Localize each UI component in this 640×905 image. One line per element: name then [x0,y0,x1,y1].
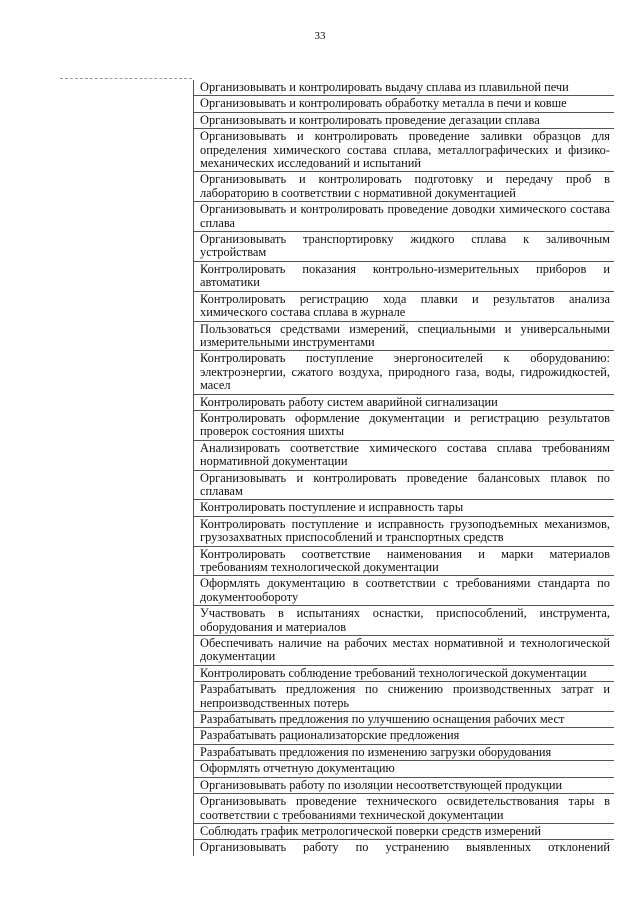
left-column-edge [60,78,192,79]
labor-actions-table [193,80,614,856]
table-row: Контролировать показания контрольно-измерительных приборов и автоматики [194,262,614,292]
table-row: Оформлять документацию в соответствии с требованиями стандарта по документообороту [194,576,614,606]
table-row: Контролировать соблюдение требований технологической документации [194,666,614,682]
table-row: Организовывать транспортировку жидкого сплава к заливочным устройствам [194,232,614,262]
table-row: Организовывать работу по изоляции несоответствующей продукции [194,778,614,794]
table-row: Контролировать работу систем аварийной сигнализации [194,395,614,411]
table-row: Организовывать и контролировать проведение заливки образцов для определения химического состава сплава, металлографических и физико-механических исследований и испытаний [194,129,614,172]
table-row: Организовывать проведение технического освидетельствования тары в соответствии с требованиями технической документации [194,794,614,824]
table-row: Пользоваться средствами измерений, специальными и универсальными измерительными инструментами [194,322,614,352]
table-row: Организовывать работу по устранению выявленных отклонений [200,840,610,855]
page-number: 33 [314,30,326,42]
table-row: Контролировать поступление и исправность грузоподъемных механизмов, грузозахватных приспособлений и транспортных средств [194,517,614,547]
table-row: Контролировать поступление и исправность тары [194,500,614,516]
table-row: Контролировать регистрацию хода плавки и результатов анализа химического состава сплава в журнале [194,292,614,322]
table-row: Разрабатывать предложения по изменению загрузки оборудования [194,745,614,761]
table-row: Организовывать и контролировать выдачу сплава из плавильной печи [194,80,614,96]
table-row: Контролировать поступление энергоносителей к оборудованию: электроэнергии, сжатого воздуха, природного газа, воды, гидрожидкостей, масел [194,351,614,394]
table-row: Организовывать и контролировать проведение доводки химического состава сплава [194,202,614,232]
table-row: Организовывать и контролировать обработку металла в печи и ковше [194,96,614,112]
table-row: Разрабатывать рационализаторские предложения [194,728,614,744]
table-row: Контролировать оформление документации и регистрацию результатов проверок состояния шихты [194,411,614,441]
table-row: Контролировать соответствие наименования и марки материалов требованиям технологической документации [194,547,614,577]
table-row: Обеспечивать наличие на рабочих местах нормативной и технологической документации [194,636,614,666]
table-row: Анализировать соответствие химического состава сплава требованиям нормативной документации [194,441,614,471]
table-row: Организовывать и контролировать проведение дегазации сплава [194,113,614,129]
table-row: Разрабатывать предложения по улучшению оснащения рабочих мест [194,712,614,728]
table-row: Соблюдать график метрологической поверки средств измерений [194,824,614,840]
table-row: Организовывать и контролировать подготовку и передачу проб в лабораторию в соответствии с нормативной документацией [194,172,614,202]
table-row: Разрабатывать предложения по снижению производственных затрат и непроизводственных потерь [194,682,614,712]
table-row: Оформлять отчетную документацию [194,761,614,777]
table-row: Участвовать в испытаниях оснастки, приспособлений, инструмента, оборудования и материалов [194,606,614,636]
table-row: Организовывать и контролировать проведение балансовых плавок по сплавам [194,471,614,501]
